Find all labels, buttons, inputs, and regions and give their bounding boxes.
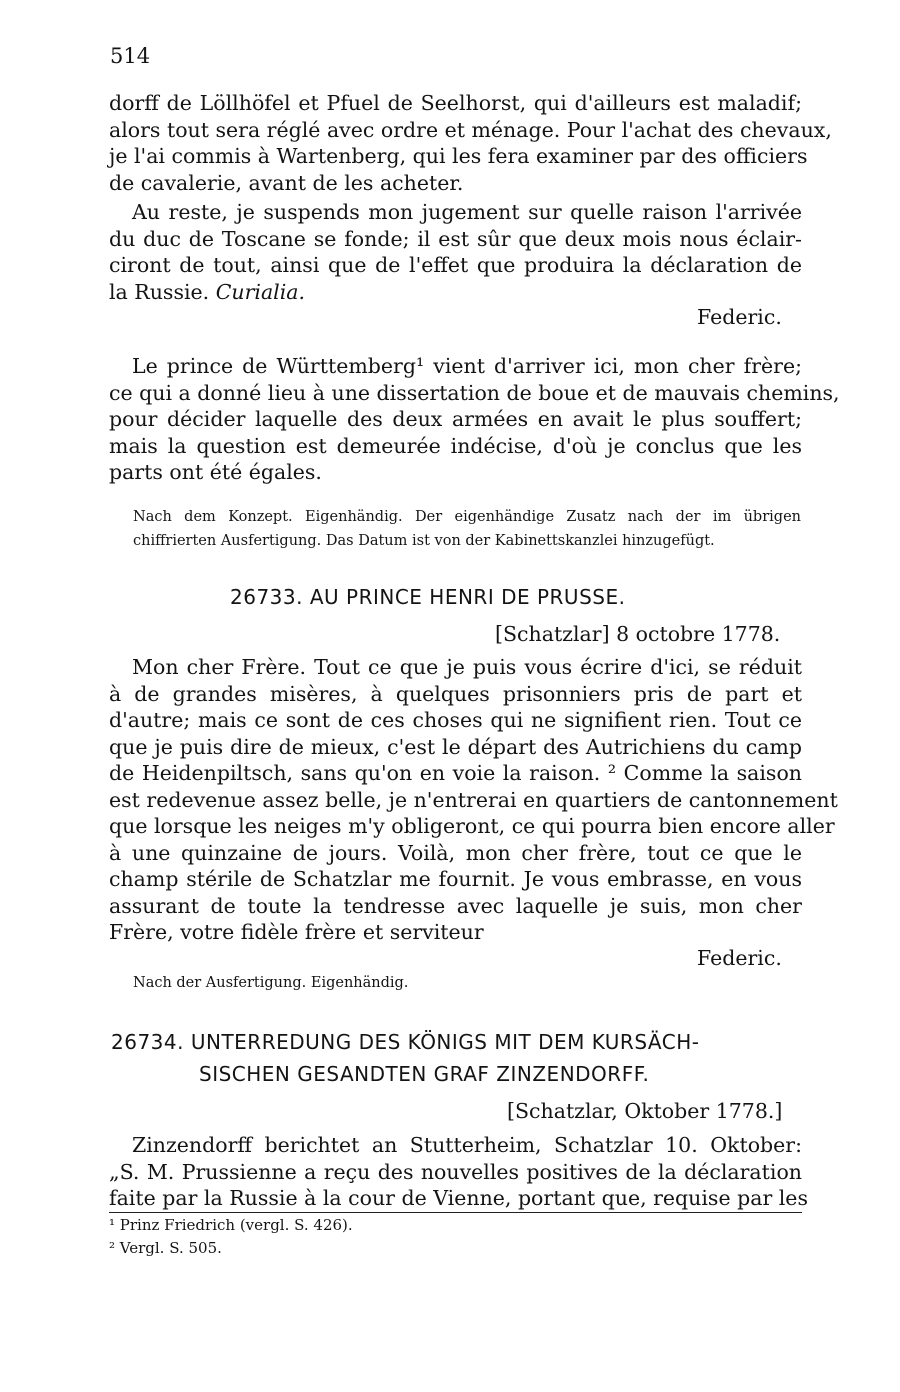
footnote-rule [109, 1212, 802, 1213]
note-line: Nach der Ausfertigung. Eigenhändig. [133, 975, 409, 991]
signature: Federic. [697, 946, 782, 970]
text-line: ciront de tout, ainsi que de l'effet que produira la déclaration de [109, 253, 802, 277]
page-number: 514 [110, 44, 151, 68]
document-heading: 26734. UNTERREDUNG DES KÖNIGS MIT DEM KURSÄCH- [111, 1030, 700, 1054]
text-line: Le prince de Württemberg¹ vient d'arriver ici, mon cher frère; [132, 354, 802, 378]
text-line: champ stérile de Schatzlar me fournit. Je vous embrasse, en vous [109, 867, 802, 891]
text-line: je l'ai commis à Wartenberg, qui les fera examiner par des officiers [109, 144, 808, 168]
text-line: alors tout sera réglé avec ordre et ménage. Pour l'achat des chevaux, [109, 117, 832, 142]
text-line: „S. M. Prussienne a reçu des nouvelles positives de la déclaration [109, 1159, 802, 1184]
note-line: chiffrierten Ausfertigung. Das Datum ist von der Kabinettskanzlei hinzugefügt. [133, 533, 715, 549]
text-line: pour décider laquelle des deux armées en avait le plus souffert; [109, 407, 802, 431]
text-line: ce qui a donné lieu à une dissertation de boue et de mauvais chemins, [109, 380, 840, 405]
footnote: ² Vergl. S. 505. [109, 1239, 222, 1257]
text-line: que je puis dire de mieux, c'est le départ des Autrichiens du camp [109, 734, 802, 759]
text-line: Zinzendorff berichtet an Stutterheim, Schatzlar 10. Oktober: [132, 1133, 802, 1157]
footnotes [109, 1214, 802, 1260]
text-line: que lorsque les neiges m'y obligeront, ce qui pourra bien encore aller [109, 814, 835, 838]
paragraph-2 [109, 199, 802, 305]
text-line: Frère, votre fidèle frère et serviteur [109, 920, 484, 944]
dateline: [Schatzlar] 8 octobre 1778. [495, 622, 781, 646]
document-heading: SISCHEN GESANDTEN GRAF ZINZENDORFF. [199, 1062, 650, 1086]
footnote: ¹ Prinz Friedrich (vergl. S. 426). [109, 1216, 353, 1234]
paragraph-1 [109, 90, 832, 196]
text-line: Mon cher Frère. Tout ce que je puis vous écrire d'ici, se réduit [132, 655, 802, 679]
letter-heading: 26733. AU PRINCE HENRI DE PRUSSE. [230, 585, 626, 609]
text-line: du duc de Toscane se fonde; il est sûr que deux mois nous éclair- [109, 226, 802, 251]
letter-body [109, 654, 838, 946]
text-fragment: la Russie. [109, 279, 210, 304]
text-line: faite par la Russie à la cour de Vienne, portant que, requise par les [109, 1186, 808, 1210]
text-line: dorff de Löllhöfel et Pfuel de Seelhorst, qui d'ailleurs est maladif; [109, 91, 802, 115]
note-line: Nach dem Konzept. Eigenhändig. Der eigenhändige Zusatz nach der im übrigen [133, 509, 801, 525]
text-line: mais la question est demeurée indécise, d'où je conclus que les [109, 433, 802, 458]
editorial-note [133, 971, 801, 995]
text-line: parts ont été égales. [109, 460, 322, 484]
text-line: de cavalerie, avant de les acheter. [109, 170, 464, 195]
text-line: d'autre; mais ce sont de ces choses qui ne signifient rien. Tout ce [109, 708, 802, 732]
italic-word: Curialia. [215, 279, 306, 304]
text-line: est redevenue assez belle, je n'entrerai en quartiers de cantonnement [109, 787, 838, 812]
editorial-note [133, 505, 801, 553]
text-line: assurant de toute la tendresse avec laquelle je suis, mon cher [109, 893, 802, 918]
text-line [109, 279, 802, 306]
signature: Federic. [697, 305, 782, 329]
paragraph-3 [109, 353, 840, 486]
dateline: [Schatzlar, Oktober 1778.] [507, 1099, 783, 1123]
text-line: Au reste, je suspends mon jugement sur quelle raison l'arrivée [132, 200, 802, 224]
text-line: à une quinzaine de jours. Voilà, mon cher frère, tout ce que le [109, 840, 802, 865]
text-line: à de grandes misères, à quelques prisonniers pris de part et [109, 681, 802, 706]
text-line: de Heidenpiltsch, sans qu'on en voie la raison. ² Comme la saison [109, 761, 802, 785]
paragraph-4 [109, 1132, 808, 1212]
